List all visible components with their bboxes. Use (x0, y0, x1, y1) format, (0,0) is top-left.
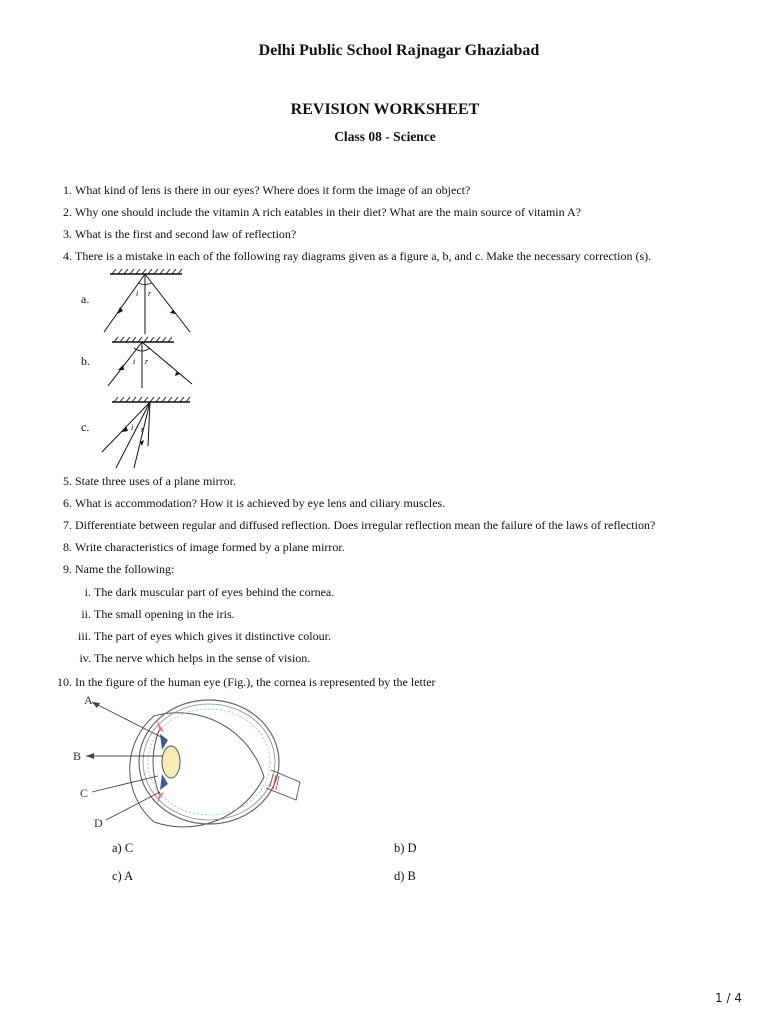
angle-i-label: i (131, 423, 134, 432)
subpart-ii (61, 606, 235, 622)
question-7 (42, 517, 655, 533)
option-a[interactable]: a) C (112, 841, 134, 855)
subpart-iv (61, 650, 310, 666)
worksheet-title: REVISION WORKSHEET (290, 101, 480, 118)
school-name: Delhi Public School Rajnagar Ghaziabad (258, 42, 540, 59)
eye-label-a: A (84, 693, 93, 707)
question-number: 9. (63, 562, 72, 576)
question-6 (42, 495, 445, 511)
question-text: What is accommodation? How it is achieved by eye lens and ciliary muscles. (75, 496, 446, 510)
ray-diagram-a (100, 266, 200, 338)
question-1 (42, 182, 470, 198)
angle-r-label: r (141, 425, 145, 434)
angle-i-label: i (133, 357, 136, 366)
question-number: 1. (63, 183, 72, 197)
subpart-iii (61, 628, 331, 644)
question-text: Name the following: (75, 562, 175, 576)
eye-label-c: C (80, 786, 89, 800)
ray-diagram-c-label: c. (81, 420, 90, 434)
class-subject: Class 08 - Science (334, 129, 436, 144)
eye-label-b: B (73, 749, 82, 763)
subpart-number: ii. (81, 607, 91, 621)
question-number: 8. (63, 540, 72, 554)
question-number: 10. (57, 675, 72, 689)
question-text: What kind of lens is there in our eyes? Where does it form the image of an object? (75, 183, 471, 197)
subpart-i (61, 584, 334, 600)
ray-diagram-b-label: b. (81, 354, 90, 368)
eye-label-d: D (94, 816, 103, 830)
subpart-text: The part of eyes which gives it distinctive colour. (94, 629, 331, 643)
page-indicator: 1 / 4 (715, 991, 742, 1005)
question-text: In the figure of the human eye (Fig.), the cornea is represented by the letter (75, 675, 436, 689)
question-3 (42, 226, 296, 242)
angle-r-label: r (145, 357, 149, 366)
ray-diagram-a-label: a. (81, 292, 90, 306)
ray-diagram-c (100, 394, 200, 470)
question-4 (42, 248, 651, 264)
question-number: 5. (63, 474, 72, 488)
subpart-number: iii. (77, 629, 91, 643)
angle-r-label: r (148, 289, 152, 298)
ray-diagram-b (100, 334, 200, 390)
question-9 (42, 561, 174, 577)
question-number: 3. (63, 227, 72, 241)
question-5 (42, 473, 236, 489)
question-text: Why one should include the vitamin A rich eatables in their diet? What are the main source of vitamin A? (75, 205, 581, 219)
question-text: State three uses of a plane mirror. (75, 474, 236, 488)
option-c[interactable]: c) A (112, 869, 134, 883)
question-number: 7. (63, 518, 72, 532)
subpart-text: The dark muscular part of eyes behind the cornea. (94, 585, 335, 599)
option-d[interactable]: d) B (394, 869, 416, 883)
subpart-text: The small opening in the iris. (94, 607, 235, 621)
option-b[interactable]: b) D (394, 841, 417, 855)
question-text: Write characteristics of image formed by a plane mirror. (75, 540, 345, 554)
human-eye-figure (64, 692, 314, 834)
question-text: There is a mistake in each of the following ray diagrams given as a figure a, b, and c. Make the necessary correction (s). (75, 249, 652, 263)
question-text: What is the first and second law of reflection? (75, 227, 297, 241)
question-10 (42, 674, 436, 690)
angle-i-label: i (136, 289, 139, 298)
subpart-number: i. (84, 585, 91, 599)
question-number: 2. (63, 205, 72, 219)
question-2 (42, 204, 581, 220)
subpart-text: The nerve which helps in the sense of vision. (94, 651, 311, 665)
question-number: 4. (63, 249, 72, 263)
question-text: Differentiate between regular and diffused reflection. Does irregular reflection mean the failure of the laws of reflection? (75, 518, 656, 532)
question-8 (42, 539, 345, 555)
subpart-number: iv. (79, 651, 91, 665)
question-number: 6. (63, 496, 72, 510)
